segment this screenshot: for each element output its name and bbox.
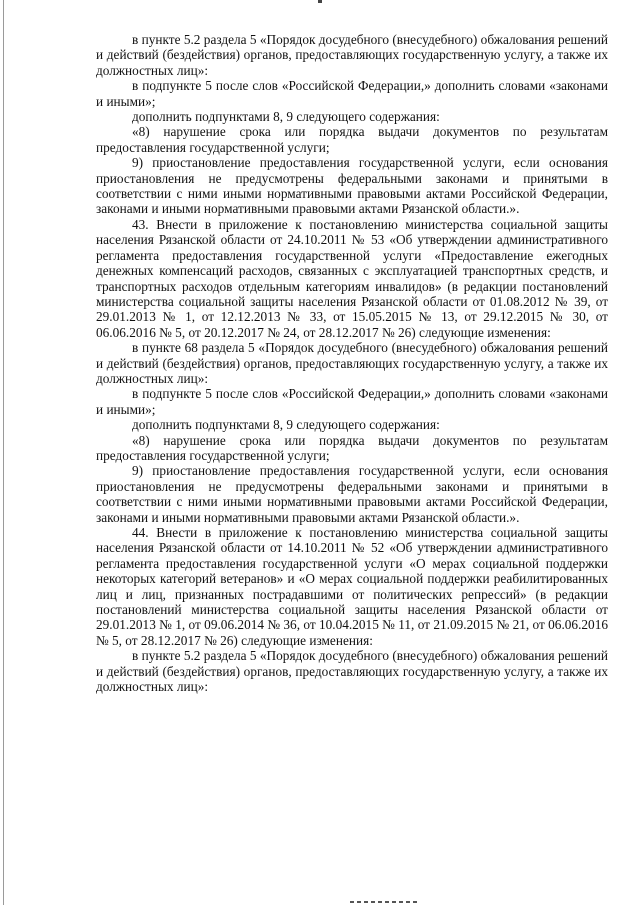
paragraph-8: в подпункте 5 после слов «Российской Федерации,» дополнить словами «законами и иными»; — [96, 386, 608, 417]
paragraph-6: 43. Внести в приложение к постановлению министерства социальной защиты населения Рязанской области от 24.10.2011 № 53 «Об утверждении административного регламента предоставления государственной услуги «Предоставление ежегодных денежных компенсаций расходов, связанных с эксплуатацией транспортных средств, и транспортных расходов отдельным категориям инвалидов» (в редакции постановлений министерства социальной защиты населения Рязанской области от 01.08.2012 № 39, от 29.01.2013 № 1, от 12.12.2013 № 33, от 15.05.2015 № 13, от 29.12.2015 № 30, от 06.06.2016 № 5, от 20.12.2017 № 24, от 28.12.2017 № 26) следующие изменения: — [96, 216, 608, 340]
paragraph-10: «8) нарушение срока или порядка выдачи документов по результатам предоставления государственной услуги; — [96, 432, 608, 463]
paragraph-1: в пункте 5.2 раздела 5 «Порядок досудебного (внесудебного) обжалования решений и действий (бездействия) органов, предоставляющих государственную услугу, а также их должностных лиц»: — [96, 32, 608, 78]
paragraph-12: 44. Внести в приложение к постановлению министерства социальной защиты населения Рязанской области от 14.10.2011 № 52 «Об утверждении административного регламента предоставления государственной услуги «О мерах социальной поддержки некоторых категорий ветеранов» и «О мерах социальной поддержки реабилитированных лиц и лиц, признанных пострадавшими от политических репрессий» (в редакции постановлений министерства социальной защиты населения Рязанской области от 29.01.2013 № 1, от 09.06.2014 № 36, от 10.04.2015 № 11, от 21.09.2015 № 21, от 06.06.2016 № 5, от 28.12.2017 № 26) следующие изменения: — [96, 525, 608, 648]
paragraph-4: «8) нарушение срока или порядка выдачи документов по результатам предоставления государственной услуги; — [96, 124, 608, 155]
paragraph-9: дополнить подпунктами 8, 9 следующего содержания: — [132, 417, 440, 433]
paragraph-3: дополнить подпунктами 8, 9 следующего содержания: — [132, 109, 440, 125]
scan-left-edge — [3, 0, 4, 905]
paragraph-5: 9) приостановление предоставления государственной услуги, если основания приостановления не предусмотрены федеральными законами и принятыми в соответствии с ними иными нормативными правовыми актами Российской Федерации, законами и иными нормативными правовыми актами Рязанской области.». — [96, 155, 608, 217]
paragraph-13: в пункте 5.2 раздела 5 «Порядок досудебного (внесудебного) обжалования решений и действий (бездействия) органов, предоставляющих государственную услугу, а также их должностных лиц»: — [96, 648, 608, 695]
scan-bottom-mark — [350, 901, 420, 903]
scan-top-mark — [318, 0, 322, 3]
paragraph-11: 9) приостановление предоставления государственной услуги, если основания приостановления не предусмотрены федеральными законами и принятыми в соответствии с ними иными нормативными правовыми актами Российской Федерации, законами и иными нормативными правовыми актами Рязанской области.». — [96, 463, 608, 525]
paragraph-7: в пункте 68 раздела 5 «Порядок досудебного (внесудебного) обжалования решений и действий (бездействия) органов, предоставляющих государственную услугу, а также их должностных лиц»: — [96, 340, 608, 386]
document-body — [96, 32, 608, 694]
paragraph-2: в подпункте 5 после слов «Российской Федерации,» дополнить словами «законами и иными»; — [96, 78, 608, 109]
